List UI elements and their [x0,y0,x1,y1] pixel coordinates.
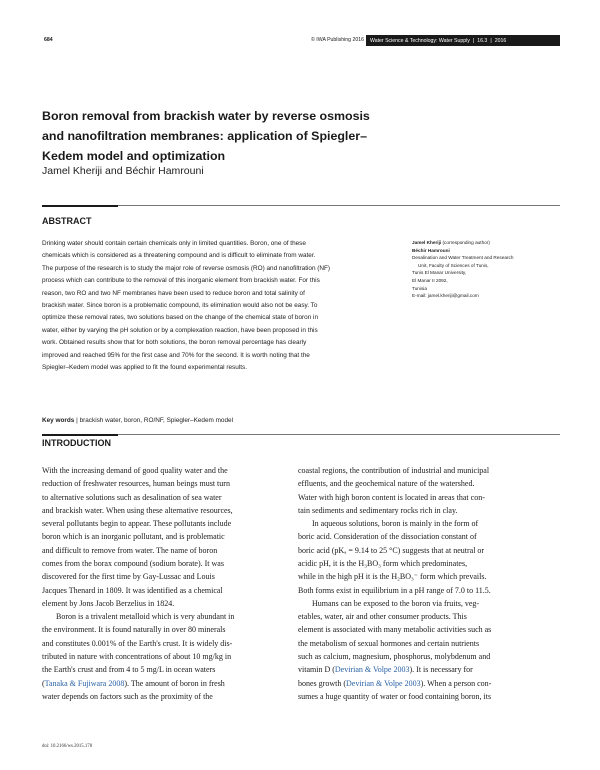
introduction-heading: INTRODUCTION [42,438,111,448]
body-line: while in the high pH it is the H₂BO₃⁻ form which prevails. [298,572,487,582]
section-divider [42,205,560,206]
body-line: comes from the borax compound (sodium borate). It was [42,558,224,568]
abstract-line: The purpose of the research is to study the major role of reverse osmosis (RO) and nanofiltration (NF) [42,264,331,272]
body-line: In aqueous solutions, boron is mainly in the form of [312,519,479,529]
keywords [42,417,233,424]
body-line: such as calcium, magnesium, phosphorus, molybdenum and [298,651,491,661]
body-line: With the increasing demand of good quality water and the [42,466,228,475]
abstract-line: water, either by varying the pH solution or by a complexation reaction, have been proposed in this [42,326,318,334]
journal-issue: 16.3 [477,37,488,44]
journal-year: 2016 [494,37,507,44]
abstract-line: chemicals which is considered as a threatening compound and is difficult to eliminate from water. [42,252,316,260]
journal-name: Water Science & Technology: Water Supply [370,37,470,44]
section-divider [42,434,560,435]
affiliation-line: El Manar II 2092, [412,277,448,283]
abstract-line: optimize these removal rates, two solutions based on the change of the chemical state of boron in [42,314,319,322]
title-line: Kedem model and optimization [42,149,226,163]
keywords-label: Key words [42,417,75,424]
corresponding-note: (corresponding author) [442,240,490,245]
citation-link-devirian[interactable]: Devirian & Volpe 2003 [346,678,421,688]
body-line: several pollutants begin to appear. These pollutants include [42,519,232,529]
body-line: element by Jons Jacob Berzelius in 1824. [42,598,175,608]
affiliation-line: Unit, Faculty of Sciences of Tunis, [418,262,489,268]
body-column-right: coastal regions, the contribution of industrial and municipal effluents, and the geochemical nature of the watershed. Water with high boron content is located in areas that con- tain sediments and sedimentary rocks rich in clay. In aqueous solutions, boron is mainly in the form of boric acid. Consideration of the dissociation constant of boric acid (pKₐ = 9.14 to 25 °C) suggests that at neutral or acidic pH, it is the H₃BO₃ form which predominates, while in the high pH it is the H₂BO₃⁻ form which prevails. Both forms exist in equilibrium in a pH range of 7.0 to 11.5. Humans can be exposed to the boron via fruits, veg- etables, water, air and other consumer products. This element is associated with many metabolic activities such as the metabolism of sexual hormones and certain nutrients such as calcium, magnesium, phosphorus, molybdenum and vitamin D (Devirian & Volpe 2003). It is necessary for bones growth (Devirian & Volpe 2003). When a person con- sumes a huge quantity of water or food containing boron, its [298,464,550,703]
body-line: effluents, and the geochemical nature of the watershed. [298,479,475,489]
title-line: Boron removal from brackish water by reverse osmosis [42,109,370,123]
body-line: and constitutes 0.001% of the Earth's crust. It is widely dis- [42,638,233,648]
body-line: Boron is a trivalent metalloid which is very abundant in [56,612,235,622]
authors: Jamel Kheriji and Béchir Hamrouni [42,165,204,177]
affiliation-line: Tunisia [412,285,427,291]
body-line: water depends on factors such as the proximity of the [42,691,213,701]
abstract-line: process which can contribute to the removal of this inorganic element from brackish water. For this [42,277,320,285]
abstract-heading: ABSTRACT [42,216,92,226]
body-line: boric acid. Consideration of the dissociation constant of [298,532,477,542]
abstract-line: reason, two RO and two NF membranes have been used to reduce boron and total salinity of [42,289,305,297]
abstract-line: work. Obtained results show that for both solutions, the boron removal percentage has clearly [42,339,307,347]
body-line: Jacques Thenard in 1809. It was identified as a chemical [42,585,223,595]
body-line: the Earth's crust and from 4 to 5 mg/L in ocean waters [42,665,216,675]
body-column-left: With the increasing demand of good quality water and the reduction of freshwater resources, human beings must turn to alternative solutions such as desalination of sea water and brackish water. When using these alternative resources, several pollutants begin to appear. These pollutants include boron which is an inorganic pollutant, and is problematic and difficult to remove from water. The name of boron comes from the borax compound (sodium borate). It was discovered for the first time by Gay-Lussac and Louis Jacques Thenard in 1809. It was identified as a chemical element by Jons Jacob Berzelius in 1824. Boron is a trivalent metalloid which is very abundant in the environment. It is found naturally in over 80 minerals and constitutes 0.001% of the Earth's crust. It is widely dis- tributed in nature with concentrations of about 10 mg/kg in the Earth's crust and from 4 to 5 mg/L in ocean waters (Tanaka & Fujiwara 2008). The amount of boron in fresh water depends on factors such as the proximity of the [42,464,294,703]
body-line: to alternative solutions such as desalination of sea water [42,492,222,502]
body-line: element is associated with many metabolic activities such as [298,625,492,635]
body-line: etables, water, air and other consumer products. This [298,612,467,622]
body-line: Both forms exist in equilibrium in a pH range of 7.0 to 11.5. [298,585,491,595]
abstract-text [42,238,398,374]
body-line: Water with high boron content is located in areas that con- [298,492,485,502]
publisher-notice: © IWA Publishing 2016 [311,37,364,43]
affiliation-line: Tunis El Manar University, [412,270,467,276]
body-line: sumes a huge quantity of water or food containing boron, its [298,691,492,701]
affiliation-email: E-mail: jamel.kheriji@gmail.com [412,293,479,299]
body-line: boron which is an inorganic pollutant, and is problematic [42,532,225,542]
body-line: the metabolism of sexual hormones and certain nutrients [298,638,480,648]
paper-title [42,106,542,166]
citation-link-tanaka[interactable]: Tanaka & Fujiwara 2008 [44,678,125,688]
body-line: and difficult to remove from water. The name of boron [42,545,218,555]
section-divider-accent [42,434,118,436]
author1-name: Jamel Kheriji [412,240,442,245]
body-line: boric acid (pKₐ = 9.14 to 25 °C) suggests that at neutral or [298,545,485,555]
abstract-line: Drinking water should contain certain chemicals only in limited quantities. Boron, one of these [42,240,306,247]
doi: doi: 10.2166/ws.2015.178 [42,744,93,749]
abstract-line: brackish water. Since boron is a problematic compound, its elimination would also not be easy. To [42,302,318,310]
author-affiliation [412,239,562,300]
body-line: acidic pH, it is the H₃BO₃ form which predominates, [298,558,468,568]
keywords-separator: | [76,417,78,424]
body-line: discovered for the first time by Gay-Lussac and Louis [42,572,215,582]
citation-link-devirian[interactable]: Devirian & Volpe 2003 [334,665,410,675]
author2-name: Béchir Hamrouni [412,247,450,253]
body-line: tain sediments and sedimentary rocks rich in clay. [298,505,458,515]
affiliation-line: Desalination and Water Treatment and Research [412,255,514,261]
body-line: coastal regions, the contribution of industrial and municipal [298,466,490,475]
journal-bar: Water Science & Technology: Water Supply | 16.3 | 2016 [366,35,560,46]
body-line: Humans can be exposed to the boron via fruits, veg- [312,598,480,608]
title-line: and nanofiltration membranes: application of Spiegler– [42,129,367,143]
page-number: 684 [44,37,53,43]
abstract-line: improved and reached 95% for the first case and 70% for the second. It is worth noting that the [42,351,310,359]
section-divider-accent [42,205,118,207]
abstract-line: Spiegler–Kedem model was applied to fit the found experimental results. [42,364,247,372]
body-line: and brackish water. When using these alternative resources, [42,505,233,515]
running-header [40,35,560,47]
body-line: tributed in nature with concentrations of about 10 mg/kg in [42,651,232,661]
keywords-text: brackish water, boron, RO/NF, Spiegler–Kedem model [79,417,234,424]
body-line: reduction of freshwater resources, human beings must turn [42,479,230,489]
body-line: the environment. It is found naturally in over 80 minerals [42,625,226,635]
